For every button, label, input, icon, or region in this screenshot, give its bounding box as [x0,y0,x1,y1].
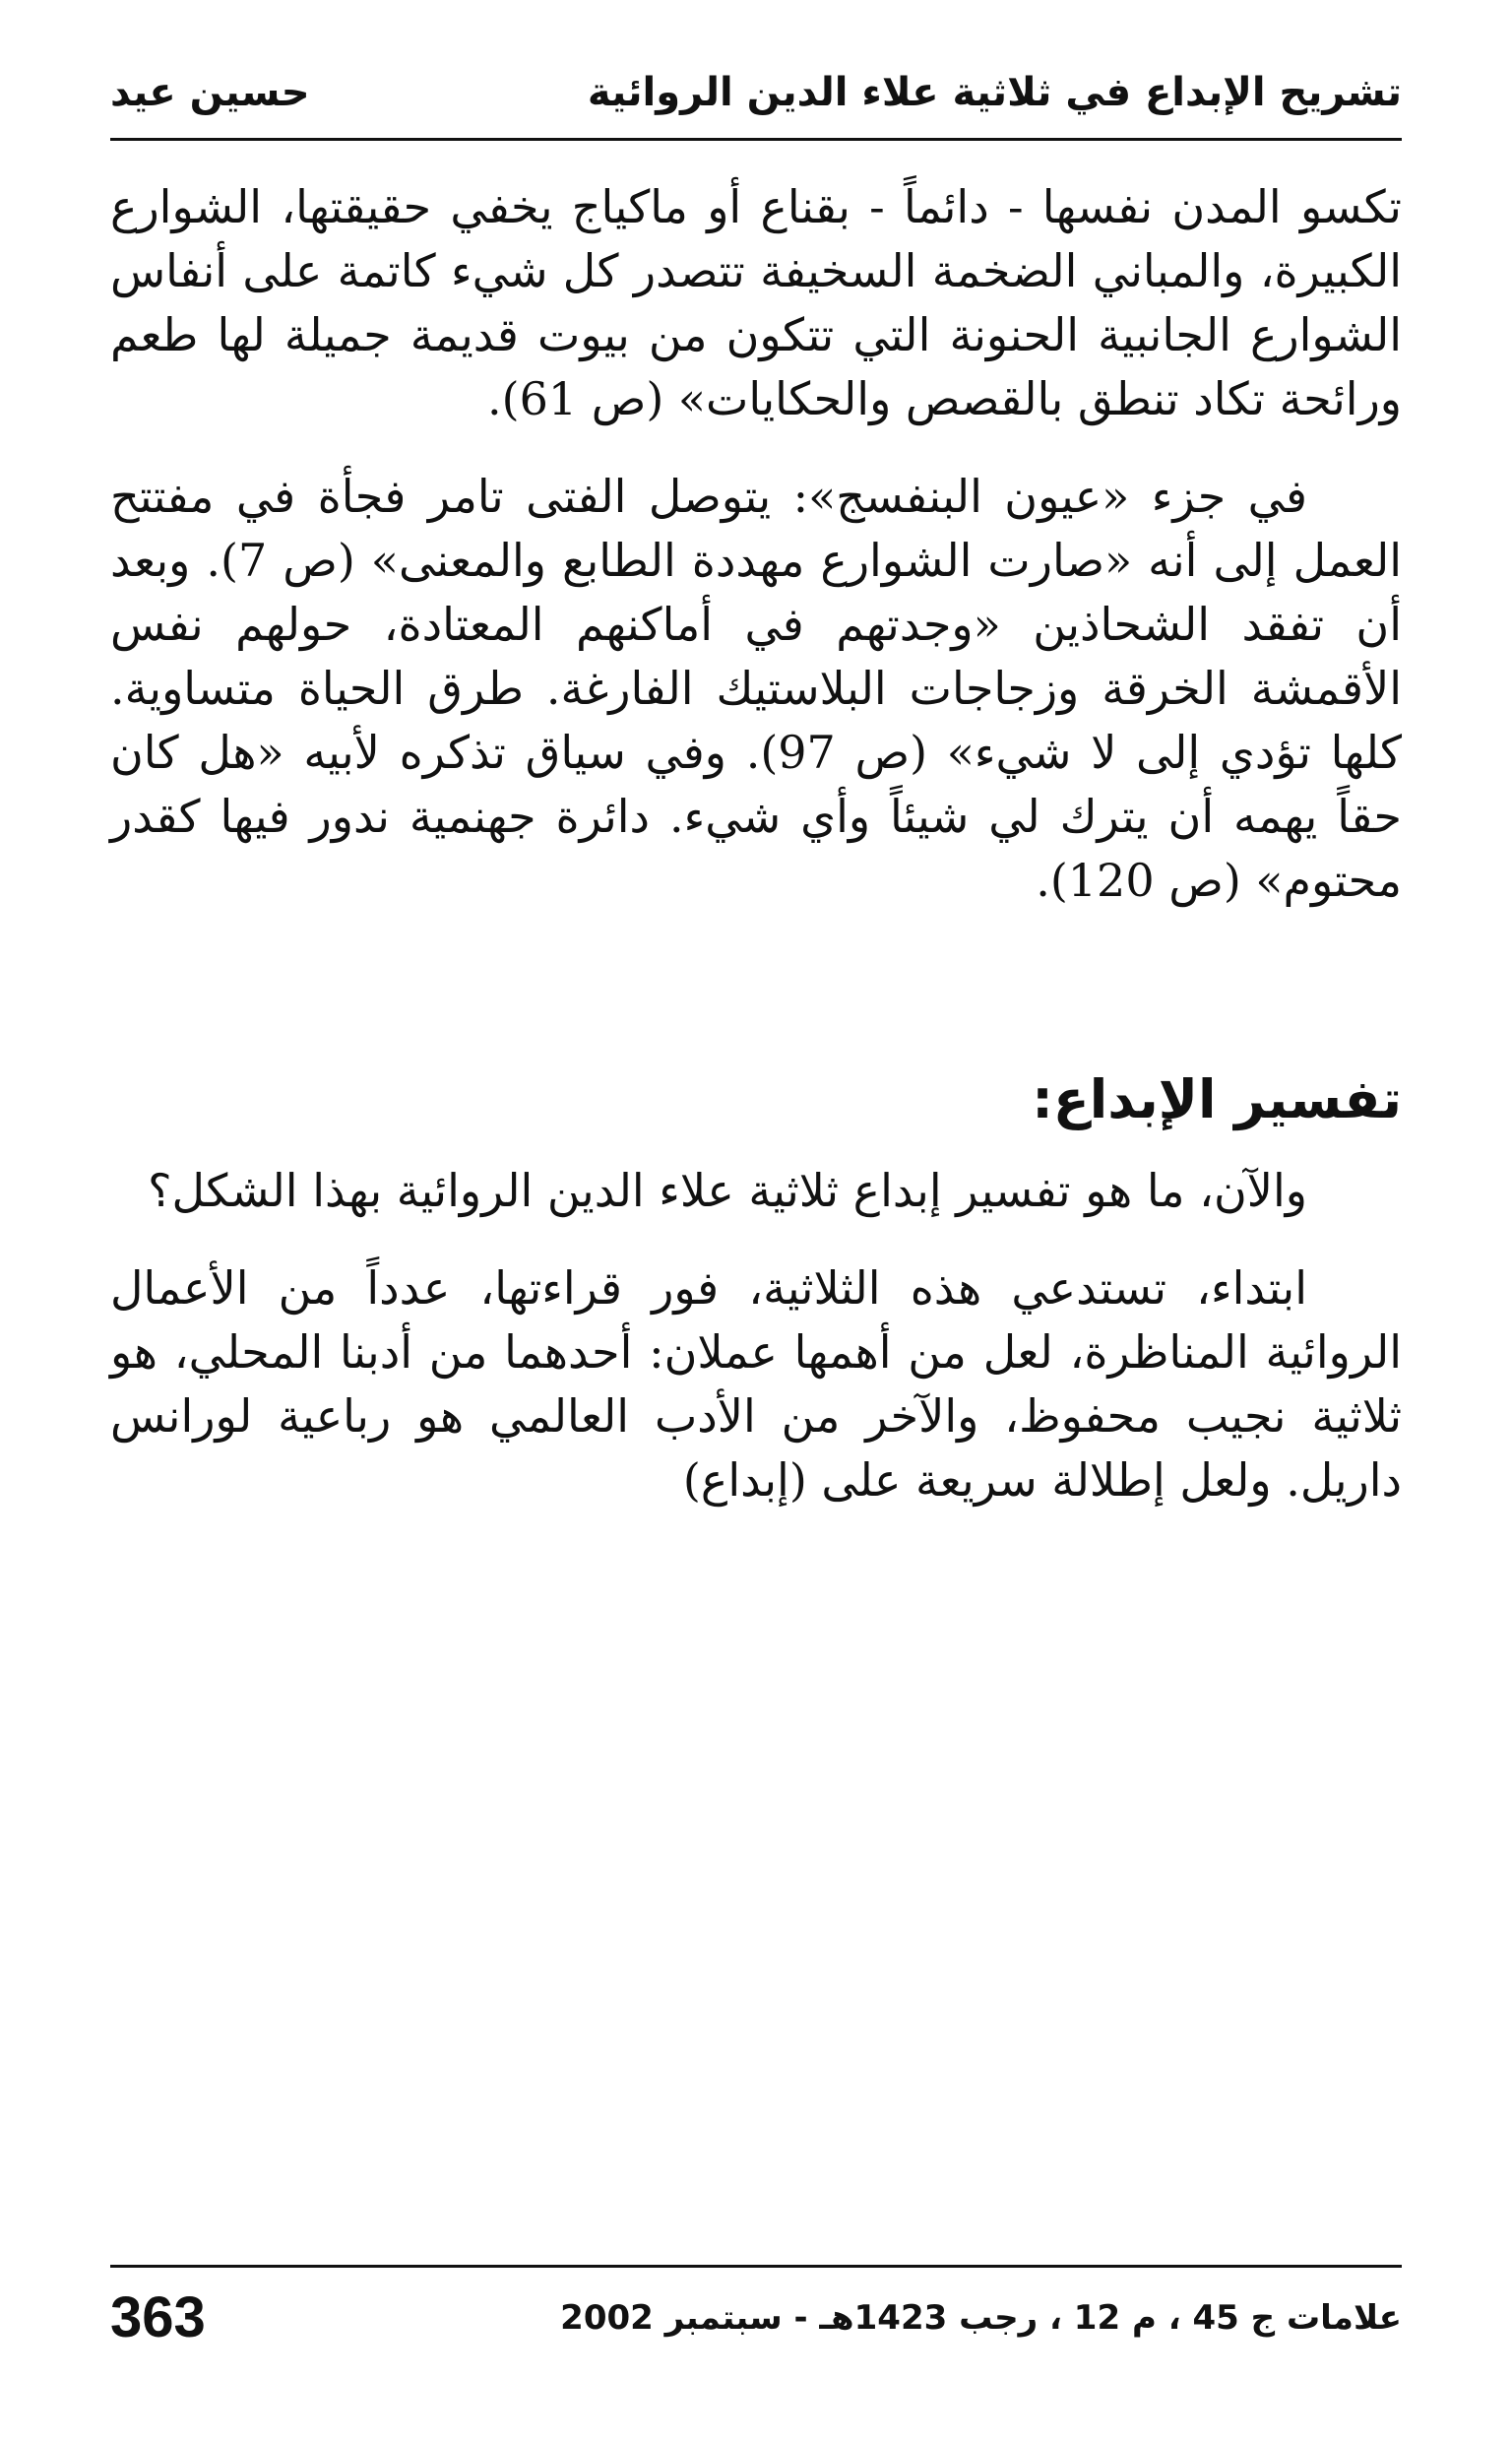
section-spacer [110,913,1402,1060]
header-title: تشريح الإبداع في ثلاثية علاء الدين الروائية [587,70,1402,115]
paragraph-spacer [110,431,1402,465]
paragraph-question: والآن، ما هو تفسير إبداع ثلاثية علاء الدين الروائية بهذا الشكل؟ [148,1164,1307,1217]
main-text [110,175,1402,1512]
section-heading: تفسير الإبداع: [1032,1068,1402,1130]
paragraph-quote-continuation: تكسو المدن نفسها - دائماً - بقناع أو ماكياج يخفي حقيقتها، الشوارع الكبيرة، والمباني الضخمة السخيفة تتصدر كل شيء كاتمة على أنفاس الشوارع الجانبية الحنونة التي تتكون من بيوت قديمة جميلة لها طعم ورائحة تكاد تنطق بالقصص والحكايات» (ص 61). [110,180,1402,425]
footer-divider [110,2265,1402,2268]
paragraph-violet-eyes: في جزء «عيون البنفسج»: يتوصل الفتى تامر فجأة في مفتتح العمل إلى أنه «صارت الشوارع مهددة الطابع والمعنى» (ص 7). وبعد أن تفقد الشحاذين «وجدتهم في أماكنهم المعتادة، حولهم نفس الأقمشة الخرقة وزجاجات البلاستيك الفارغة. طرق الحياة متساوية. كلها تؤدي إلى لا شيء» (ص 97). وفي سياق تذكره لأبيه «هل كان حقاً يهمه أن يترك لي شيئاً وأي شيء. دائرة جهنمية ندور فيها كقدر محتوم» (ص 120). [110,470,1403,907]
header-divider [110,138,1402,141]
paragraph-comparison: ابتداء، تستدعي هذه الثلاثية، فور قراءتها، عدداً من الأعمال الروائية المناظرة، لعل من أهمها عملان: أحدهما من أدبنا المحلي، هو ثلاثية نجيب محفوظ، والآخر من الأدب العالمي هو رباعية لورانس داريل. ولعل إطلالة سريعة على (إبداع) [110,1261,1402,1507]
header-author: حسين عيد [110,70,310,115]
running-header [110,57,1402,136]
journal-citation: علامات ج 45 ، م 12 ، رجب 1423هـ - سبتمبر 2002 [560,2298,1402,2338]
page-number: 363 [110,2285,206,2349]
paragraph-spacer [110,1223,1402,1256]
running-footer [110,2282,1402,2361]
